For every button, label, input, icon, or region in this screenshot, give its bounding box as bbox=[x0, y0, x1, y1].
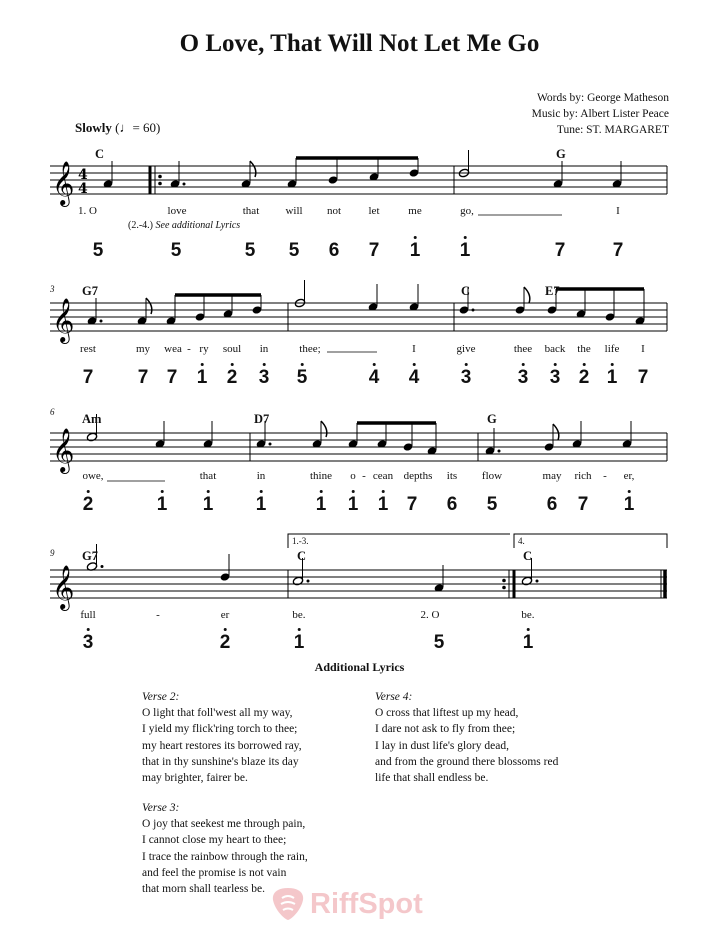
verse-line: I dare not ask to fly from thee; bbox=[375, 723, 516, 736]
chord-symbol: C bbox=[297, 549, 307, 563]
note-number: 2 bbox=[220, 633, 231, 653]
note-number: 1 bbox=[460, 241, 471, 261]
words-credit: Words by: George Matheson bbox=[536, 92, 669, 104]
note-number: 6 bbox=[328, 240, 340, 261]
svg-text:𝄞: 𝄞 bbox=[52, 565, 75, 609]
verse-line: I trace the rainbow through the rain, bbox=[142, 850, 308, 863]
verse-block bbox=[375, 689, 558, 786]
tune-credit: Tune: ST. MARGARET bbox=[556, 124, 669, 136]
verse-label: Verse 4: bbox=[375, 691, 413, 703]
staff-row-4 bbox=[50, 534, 667, 611]
lyric-syllable: thine bbox=[310, 470, 332, 482]
note-number: 3 bbox=[259, 368, 270, 388]
note-number: 5 bbox=[297, 368, 308, 388]
note-number: 6 bbox=[446, 494, 458, 515]
note-number: 5 bbox=[92, 240, 104, 261]
lyric-syllable: cean bbox=[372, 470, 394, 482]
verse-line: may brighter, fairer be. bbox=[142, 772, 248, 785]
chord-symbol: G bbox=[556, 147, 566, 161]
lyric-syllable: its bbox=[446, 470, 458, 482]
lyric-syllable: full bbox=[80, 609, 96, 621]
verse-line: life that shall endless be. bbox=[375, 772, 489, 785]
verse-indicator bbox=[128, 220, 240, 231]
lyric-syllable: o bbox=[350, 470, 356, 482]
lyric-syllable: owe, bbox=[82, 470, 104, 482]
second-ending-label: 4. bbox=[518, 536, 525, 546]
measure-number: 3 bbox=[50, 284, 55, 294]
note-number: 2 bbox=[83, 495, 94, 515]
verse-label: Verse 3: bbox=[142, 802, 180, 814]
verse-line: O light that foll'west all my way, bbox=[142, 707, 293, 720]
note-number: 2 bbox=[227, 368, 238, 388]
lyric-hyphen: - bbox=[362, 470, 366, 482]
note-number: 3 bbox=[550, 368, 561, 388]
lyric-syllable: thee bbox=[513, 343, 533, 355]
riffspot-logo bbox=[270, 886, 423, 922]
lyric-syllable: I bbox=[641, 343, 645, 355]
lyric-syllable: the bbox=[577, 343, 591, 355]
lyric-syllable: may bbox=[542, 470, 562, 482]
guitar-pick-icon bbox=[270, 886, 306, 922]
lyric-hyphen: - bbox=[156, 609, 160, 621]
chord-symbol: C bbox=[523, 549, 533, 563]
note-number: 7 bbox=[406, 494, 418, 515]
lyric-syllable: 2. O bbox=[420, 609, 440, 621]
chord-symbol: G7 bbox=[82, 549, 98, 563]
measure-number: 6 bbox=[50, 407, 55, 417]
note-number: 4 bbox=[409, 368, 420, 388]
lyric-syllable: that bbox=[242, 205, 260, 217]
lyric-syllable: go, bbox=[460, 205, 474, 217]
note-number: 7 bbox=[612, 240, 624, 261]
note-number: 1 bbox=[607, 368, 618, 388]
note-number: 5 bbox=[244, 240, 256, 261]
note-number: 1 bbox=[348, 495, 359, 515]
svg-text:4: 4 bbox=[78, 181, 88, 197]
verse-line: and from the ground there blossoms red bbox=[375, 755, 559, 768]
lyric-syllable: be. bbox=[521, 609, 535, 621]
staff-row-3 bbox=[50, 414, 667, 474]
verse-line: I yield my flick'ring torch to thee; bbox=[142, 723, 298, 736]
tempo-bpm: = 60 bbox=[132, 120, 157, 135]
lyric-hyphen: - bbox=[603, 470, 607, 482]
note-number: 1 bbox=[197, 368, 208, 388]
lyric-syllable: soul bbox=[222, 343, 242, 355]
note-number: 1 bbox=[316, 495, 327, 515]
note-number: 1 bbox=[203, 495, 214, 515]
note-number: 1 bbox=[624, 495, 635, 515]
lyric-syllable: I bbox=[616, 205, 620, 217]
verse-line: that in thy sunshine's blaze its day bbox=[142, 755, 299, 768]
lyric-syllable: life bbox=[604, 343, 620, 355]
chord-symbol: G7 bbox=[82, 284, 98, 298]
note-number: 5 bbox=[433, 632, 445, 653]
verse-line: I cannot close my heart to thee; bbox=[142, 834, 287, 847]
svg-text:4: 4 bbox=[78, 167, 88, 183]
lyric-syllable: er, bbox=[623, 470, 635, 482]
chord-symbol: C bbox=[461, 284, 471, 298]
verse-line: I lay in dust life's glory dead, bbox=[375, 739, 509, 752]
lyric-syllable: depths bbox=[403, 470, 433, 482]
verse-block bbox=[142, 800, 308, 897]
chord-symbol: D7 bbox=[254, 412, 270, 426]
note-number: 1 bbox=[523, 633, 534, 653]
lyric-syllable: flow bbox=[481, 470, 503, 482]
verse-block bbox=[142, 689, 302, 786]
lyric-syllable: give bbox=[456, 343, 476, 355]
verse-line: and feel the promise is not vain bbox=[142, 866, 287, 879]
tempo-label: Slowly bbox=[75, 120, 112, 135]
lyric-syllable: love bbox=[167, 205, 187, 217]
staff-row-2 bbox=[50, 280, 667, 344]
note-number: 5 bbox=[170, 240, 182, 261]
verse-line: O joy that seekest me through pain, bbox=[142, 818, 306, 831]
note-number: 7 bbox=[368, 240, 380, 261]
music-credit: Music by: Albert Lister Peace bbox=[531, 108, 669, 120]
quarter-note-icon: ♩ bbox=[119, 120, 133, 135]
measure-number: 9 bbox=[50, 548, 55, 558]
lyric-syllable: in bbox=[256, 470, 266, 482]
additional-lyrics-heading: Additional Lyrics bbox=[314, 660, 405, 674]
note-number: 7 bbox=[82, 367, 94, 388]
lyric-syllable: will bbox=[285, 205, 303, 217]
lyric-syllable: back bbox=[544, 343, 566, 355]
note-number: 7 bbox=[137, 367, 149, 388]
verse-line: O cross that liftest up my head, bbox=[375, 707, 519, 720]
lyric-syllable: rich bbox=[574, 470, 592, 482]
lyric-syllable: wea bbox=[164, 343, 182, 355]
note-number: 3 bbox=[518, 368, 529, 388]
chord-symbol: E7 bbox=[545, 284, 560, 298]
note-number: 1 bbox=[294, 633, 305, 653]
lyric-syllable: me bbox=[408, 205, 422, 217]
chord-symbol: Am bbox=[82, 412, 102, 426]
lyric-syllable: in bbox=[259, 343, 269, 355]
note-number: 1 bbox=[256, 495, 267, 515]
lyric-syllable: rest bbox=[80, 343, 96, 355]
verse-label: Verse 2: bbox=[142, 691, 180, 703]
tempo-marking: Slowly (♩= 60) bbox=[75, 120, 161, 135]
lyric-syllable: let bbox=[368, 205, 380, 217]
note-number: 1 bbox=[378, 495, 389, 515]
note-number: 2 bbox=[579, 368, 590, 388]
verse-line: that morn shall tearless be. bbox=[142, 883, 265, 896]
note-number: 3 bbox=[461, 368, 472, 388]
lyric-syllable: ry bbox=[199, 343, 209, 355]
note-number: 4 bbox=[369, 368, 380, 388]
lyric-syllable: 1. O bbox=[78, 205, 97, 217]
note-number: 7 bbox=[166, 367, 178, 388]
lyric-syllable: that bbox=[199, 470, 217, 482]
chord-symbol: G bbox=[487, 412, 497, 426]
lyric-hyphen: - bbox=[187, 343, 191, 355]
note-number: 1 bbox=[157, 495, 168, 515]
note-number: 1 bbox=[410, 241, 421, 261]
svg-text:𝄞: 𝄞 bbox=[52, 298, 75, 342]
treble-clef-icon: 𝄞 bbox=[52, 161, 75, 205]
note-number: 6 bbox=[546, 494, 558, 515]
note-number: 7 bbox=[637, 367, 649, 388]
staff-row-1 bbox=[50, 150, 667, 207]
lyric-syllable: I bbox=[412, 343, 416, 355]
verse-line: my heart restores its borrowed ray, bbox=[142, 739, 302, 752]
note-number: 7 bbox=[554, 240, 566, 261]
brand-name: RiffSpot bbox=[310, 887, 423, 920]
lyric-syllable: be. bbox=[292, 609, 306, 621]
note-number: 5 bbox=[288, 240, 300, 261]
note-number: 7 bbox=[577, 494, 589, 515]
note-number: 3 bbox=[83, 633, 94, 653]
note-number: 5 bbox=[486, 494, 498, 515]
lyric-syllable: my bbox=[135, 343, 151, 355]
see-additional-note: See additional Lyrics bbox=[155, 220, 241, 231]
first-ending-label: 1.-3. bbox=[292, 536, 309, 546]
verse-range: (2.-4.) bbox=[128, 220, 153, 231]
chord-symbol: C bbox=[95, 147, 105, 161]
svg-text:𝄞: 𝄞 bbox=[52, 428, 75, 472]
lyric-syllable: er bbox=[220, 609, 230, 621]
lyric-syllable: thee; bbox=[299, 343, 321, 355]
lyric-syllable: not bbox=[326, 205, 342, 217]
song-title: O Love, That Will Not Let Me Go bbox=[179, 30, 540, 57]
